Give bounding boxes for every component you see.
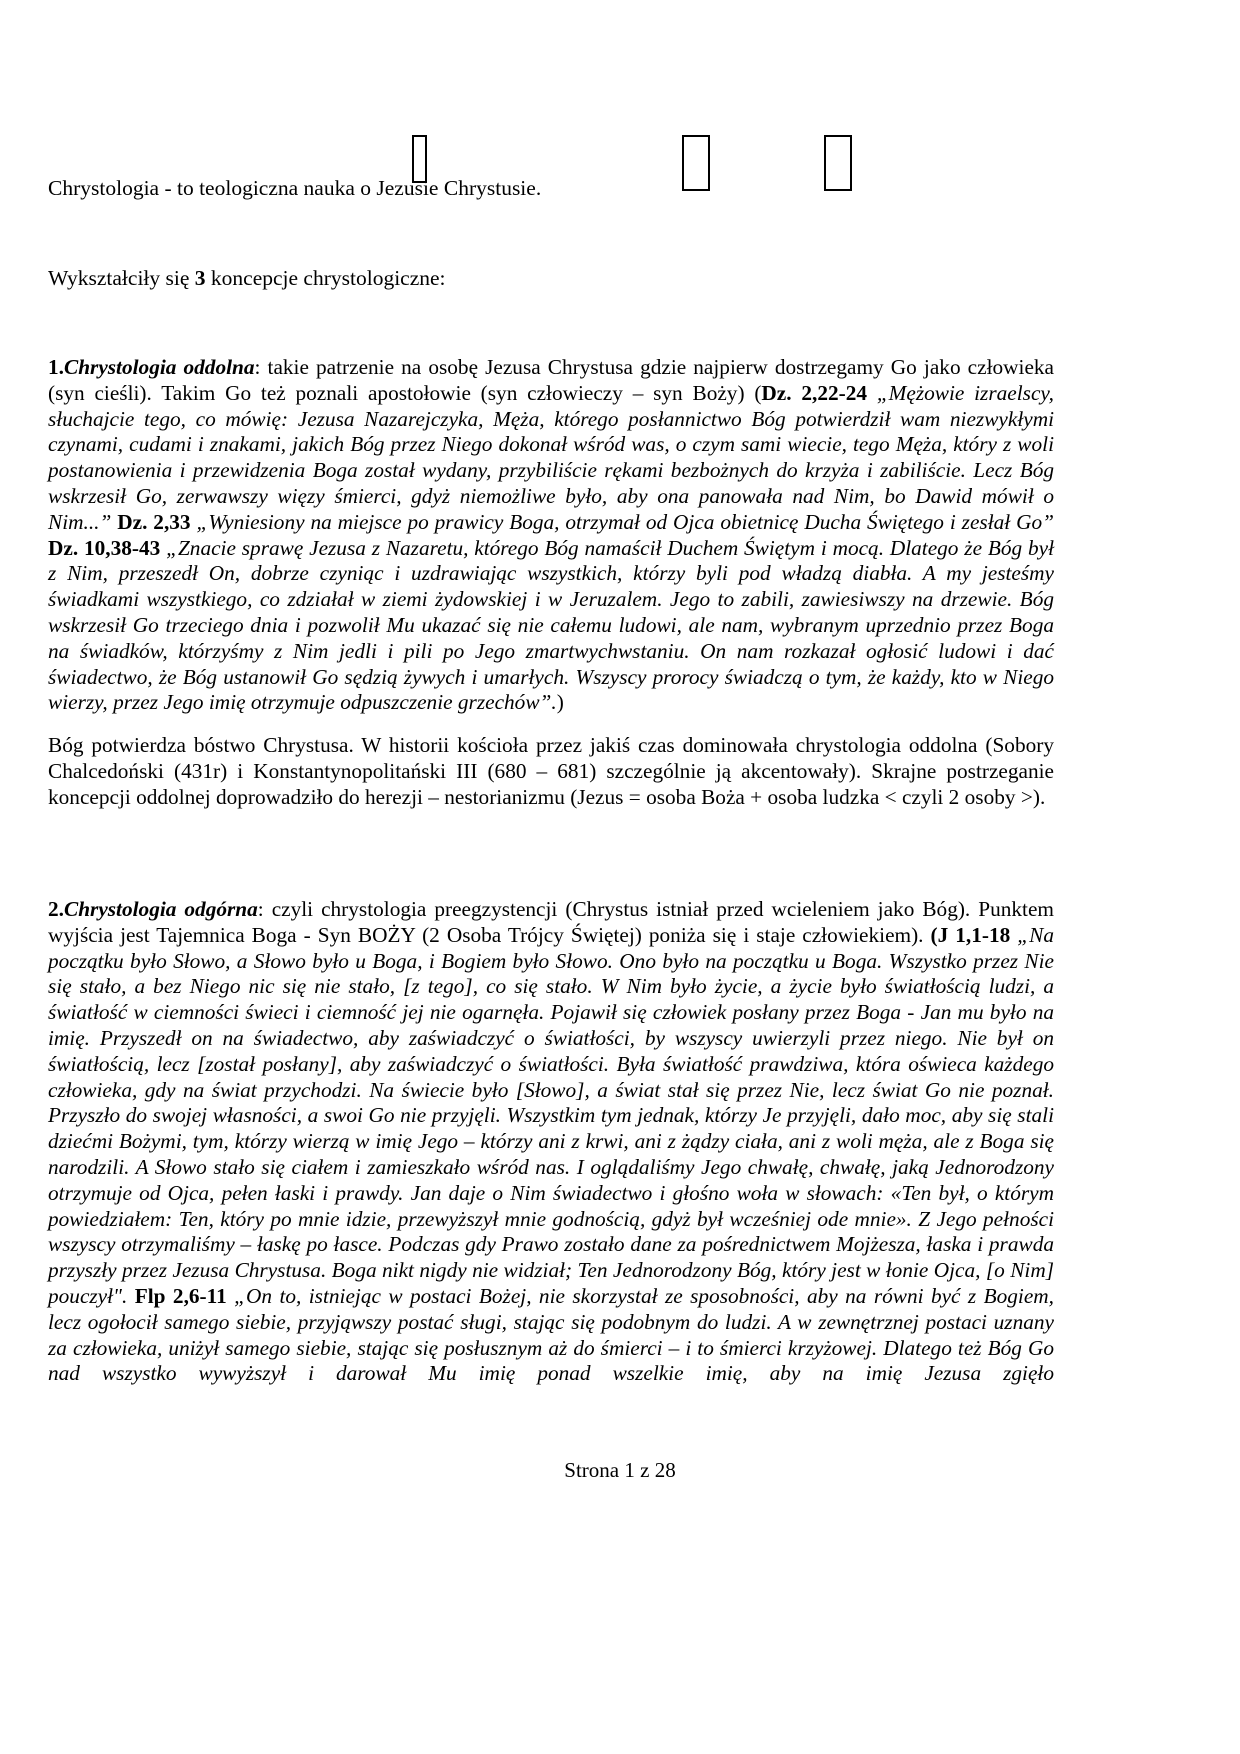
paragraph-chrystologia-odgorna	[48, 897, 1054, 1387]
emphasis-segment: (J 1,1-18	[930, 922, 1011, 947]
intro-count: 3	[194, 266, 206, 290]
quote-segment: „Wyniesiony na miejsce po prawicy Boga, otrzymał od Ojca obietnicę Ducha Świętego i zesłał Go”	[190, 509, 1054, 534]
intro-text: Wykształciły się	[48, 266, 195, 290]
emphasis-segment: Flp 2,6-11	[134, 1283, 227, 1308]
text-segment: : czyli chrystologia preegzystencji (Chrystus istniał przed wcieleniem jako Bóg). Punktem wyjścia jest Tajemnica Boga - Syn BOŻY (2 Osoba Trójcy Świętej) poniża się i staje człowiekiem).	[48, 897, 1054, 947]
intro-text-end: koncepcje chrystologiczne:	[205, 266, 446, 290]
quote-segment: „Znacie sprawę Jezusa z Nazaretu, którego Bóg namaścił Duchem Świętym i mocą. Dlatego że Bóg był z Nim, przeszedł On, dobrze czyniąc i uzdrawiając wszystkich, którzy byli pod władzą diabła. A my jesteśmy świadkami wszystkiego, co zdziałał w ziemi żydowskiej i w Jeruzalem. Jego to zabili, zawiesiwszy na drzewie. Bóg wskrzesił Go trzeciego dnia i pozwolił Mu ukazać się nie całemu ludowi, ale nam, wybranym uprzednio przez Boga na świadków, którzyśmy z Nim jedli i pili po Jego zmartwychwstaniu. On nam rozkazał ogłosić ludowi i dać świadectwo, że Bóg ustanowił Go sędzią żywych i umarłych. Wszyscy prorocy świadczą o tym, że każdy, kto w Niego wierzy, przez Jego imię otrzymuje odpuszczenie grzechów”.	[48, 535, 1054, 715]
document-title-line: Chrystologia - to teologiczna nauka o Jezusie Chrystusie.	[48, 176, 542, 200]
missing-glyph-icon	[824, 135, 852, 191]
text-segment: : takie patrzenie na osobę Jezusa Chrystusa gdzie najpierw dostrzegamy Go jako człowieka (syn cieśli). Takim Go też poznali apostołowie (syn człowieczy – syn Boży) (	[48, 355, 1055, 405]
emphasis-segment: Dz. 2,22-24	[761, 380, 868, 405]
emphasis-segment: Dz. 10,38-43	[48, 535, 161, 560]
paragraph-chrystologia-oddolna	[48, 355, 1054, 716]
intro-line	[48, 266, 446, 291]
page-number-footer: Strona 1 z 28	[564, 1458, 676, 1482]
quote-segment: „On to, istniejąc w postaci Bożej, nie skorzystał ze sposobności, aby na równi być z Bogiem, lecz ogołocił samego siebie, przyjąwszy postać sługi, stając się podobnym do ludzi. A w zewnętrznej postaci uznany za człowieka, uniżył samego siebie, stając się posłusznym aż do śmierci – i to śmierci krzyżowej. Dlatego też Bóg Go nad wszystko wywyższył i darował Mu imię ponad wszelkie imię, aby na imię Jezusa zgięło	[48, 1283, 1054, 1386]
emphasis-segment: 2.	[48, 897, 64, 921]
text-segment: Bóg potwierdza bóstwo Chrystusa. W historii kościoła przez jakiś czas dominowała chrystologia oddolna (Sobory Chalcedoński (431r) i Konstantynopolitański III (680 – 681) szczególnie ją akcentowały). Skrajne postrzeganie koncepcji oddolnej doprowadziło do herezji – nestorianizmu (Jezus = osoba Boża + osoba ludzka < czyli 2 osoby >).	[48, 733, 1054, 809]
emphasis-segment: 1.	[48, 355, 64, 379]
emphasis-segment: Dz. 2,33	[117, 509, 191, 534]
missing-glyph-icon	[682, 135, 710, 191]
quote-segment: „Mężowie izraelscy, słuchajcie tego, co mówię: Jezusa Nazarejczyka, Męża, którego posłannictwo Bóg potwierdził wam niezwykłymi czynami, cudami i znakami, jakich Bóg przez Niego dokonał wśród was, o czym sami wiecie, tego Męża, który z woli postanowienia i przewidzenia Boga został wydany, przybiliście rękami bezbożnych do krzyża i zabiliście. Lecz Bóg wskrzesił Go, zerwawszy więzy śmierci, gdyż niemożliwe było, aby ona panowała nad Nim, bo Dawid mówił o Nim...”	[48, 380, 1054, 534]
emphasis-segment: Chrystologia oddolna	[63, 355, 255, 379]
quote-segment: „Na początku było Słowo, a Słowo było u Boga, i Bogiem było Słowo. Ono było na początku u Boga. Wszystko przez Nie się stało, a bez Niego nic się nie stało, [z tego], co się stało. W Nim było życie, a życie było światłością ludzi, a światłość w ciemności świeci i ciemność jej nie ogarnęła. Pojawił się człowiek posłany przez Boga - Jan mu było na imię. Przyszedł on na świadectwo, aby zaświadczyć o światłości, by wszyscy uwierzyli przez niego. Nie był on światłością, lecz [został posłany], aby zaświadczyć o światłości. Była światłość prawdziwa, która oświeca każdego człowieka, gdy na świat przychodzi. Na świecie było [Słowo], a świat stał się przez Nie, lecz świat Go nie poznał. Przyszło do swojej własności, a swoi Go nie przyjęli. Wszystkim tym jednak, którzy Je przyjęli, dało moc, aby się stali dziećmi Bożymi, tym, którzy wierzą w imię Jego – którzy ani z krwi, ani z żądzy ciała, ani z woli męża, ale z Boga się narodzili. A Słowo stało się ciałem i zamieszkało wśród nas. I oglądaliśmy Jego chwałę, chwałę, jaką Jednorodzony otrzymuje od Ojca, pełen łaski i prawdy. Jan daje o Nim świadectwo i głośno woła w słowach: «Ten był, o którym powiedziałem: Ten, który po mnie idzie, przewyższył mnie godnością, gdyż był wcześniej ode mnie». Z Jego pełności wszyscy otrzymaliśmy – łaskę po łasce. Podczas gdy Prawo zostało dane za pośrednictwem Mojżesza, łaska i prawda przyszły przez Jezusa Chrystusa. Boga nikt nigdy nie widział; Ten Jednorodzony Bóg, który jest w łonie Ojca, [o Nim] pouczył".	[48, 922, 1054, 1308]
paragraph-heresy-note	[48, 733, 1054, 810]
text-segment: )	[556, 690, 564, 715]
emphasis-segment: Chrystologia odgórna	[63, 897, 258, 921]
